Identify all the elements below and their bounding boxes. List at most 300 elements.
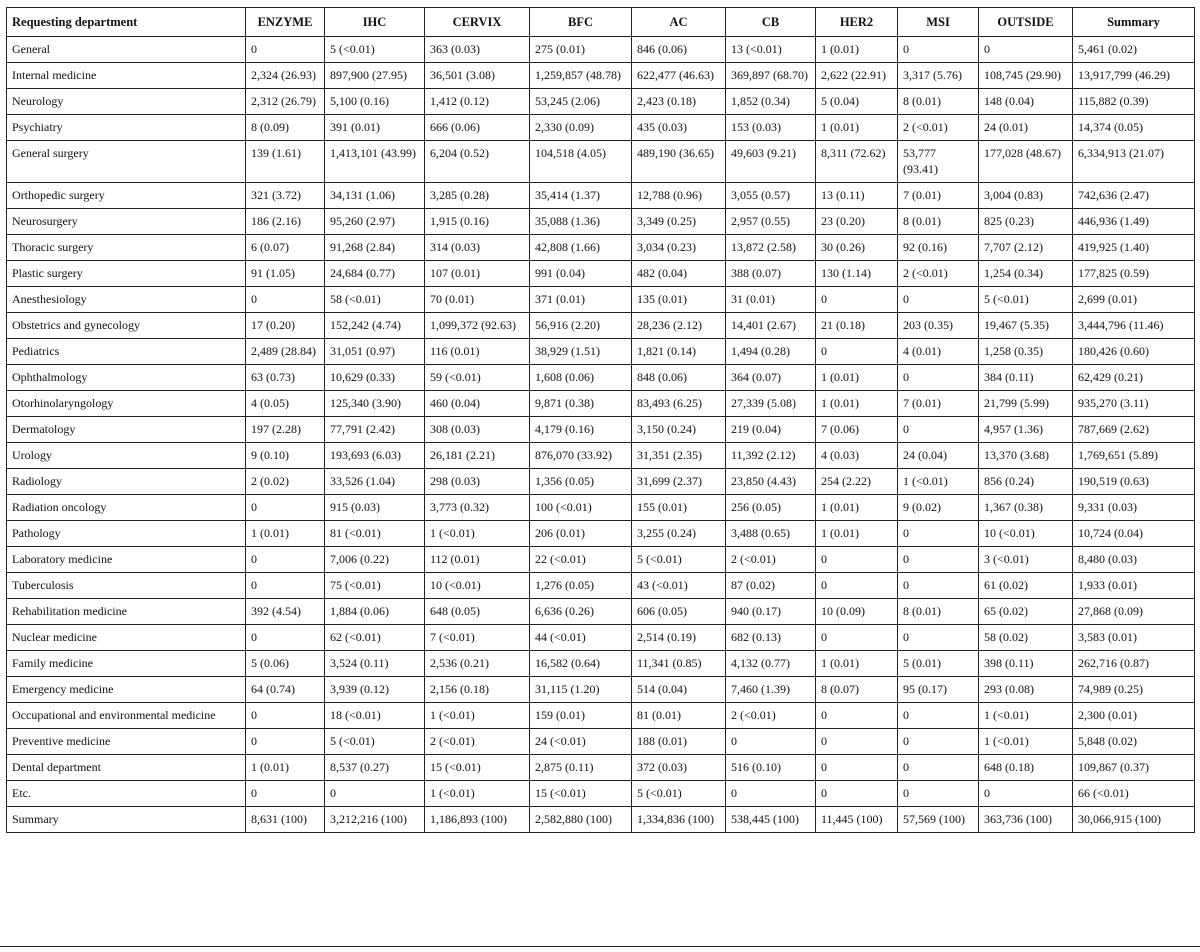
table-cell: 28,236 (2.12)	[632, 313, 726, 339]
table-cell: 3,255 (0.24)	[632, 521, 726, 547]
table-cell: 0	[898, 729, 979, 755]
table-cell: 856 (0.24)	[979, 469, 1073, 495]
table-row	[7, 573, 1195, 599]
table-cell: 384 (0.11)	[979, 365, 1073, 391]
table-cell: 11,392 (2.12)	[726, 443, 816, 469]
table-cell: 2 (<0.01)	[898, 261, 979, 287]
table-cell: 3,055 (0.57)	[726, 183, 816, 209]
table-cell: 0	[246, 573, 325, 599]
table-row	[7, 37, 1195, 63]
table-cell: 606 (0.05)	[632, 599, 726, 625]
table-cell: 5,100 (0.16)	[325, 89, 425, 115]
table-cell: 12,788 (0.96)	[632, 183, 726, 209]
table-cell: 2 (<0.01)	[898, 115, 979, 141]
table-cell: 435 (0.03)	[632, 115, 726, 141]
table-cell: 516 (0.10)	[726, 755, 816, 781]
table-cell: 1,852 (0.34)	[726, 89, 816, 115]
table-cell: 7 (<0.01)	[425, 625, 530, 651]
table-cell: 19,467 (5.35)	[979, 313, 1073, 339]
column-header: Summary	[1073, 8, 1195, 37]
table-cell: 3,939 (0.12)	[325, 677, 425, 703]
table-cell: 155 (0.01)	[632, 495, 726, 521]
table-cell: 190,519 (0.63)	[1073, 469, 1195, 495]
department-cell: Urology	[7, 443, 246, 469]
table-cell: 1 (<0.01)	[979, 729, 1073, 755]
table-cell: 482 (0.04)	[632, 261, 726, 287]
header-row	[7, 8, 1195, 37]
table-row	[7, 261, 1195, 287]
table-cell: 2,622 (22.91)	[816, 63, 898, 89]
table-cell: 11,445 (100)	[816, 807, 898, 833]
table-cell: 33,526 (1.04)	[325, 469, 425, 495]
table-row	[7, 651, 1195, 677]
table-cell: 1 (0.01)	[816, 391, 898, 417]
table-row	[7, 495, 1195, 521]
table-cell: 2,423 (0.18)	[632, 89, 726, 115]
table-cell: 4,179 (0.16)	[530, 417, 632, 443]
table-cell: 846 (0.06)	[632, 37, 726, 63]
table-cell: 30,066,915 (100)	[1073, 807, 1195, 833]
table-cell: 1 (<0.01)	[425, 703, 530, 729]
table-cell: 58 (<0.01)	[325, 287, 425, 313]
table-row	[7, 63, 1195, 89]
table-row	[7, 365, 1195, 391]
table-cell: 1,356 (0.05)	[530, 469, 632, 495]
table-cell: 363,736 (100)	[979, 807, 1073, 833]
table-cell: 2,330 (0.09)	[530, 115, 632, 141]
table-cell: 6 (0.07)	[246, 235, 325, 261]
table-cell: 2,536 (0.21)	[425, 651, 530, 677]
table-row	[7, 677, 1195, 703]
table-cell: 0	[816, 625, 898, 651]
table-cell: 1,884 (0.06)	[325, 599, 425, 625]
table-cell: 107 (0.01)	[425, 261, 530, 287]
table-cell: 1 (<0.01)	[425, 781, 530, 807]
table-cell: 1 (0.01)	[816, 365, 898, 391]
department-cell: Psychiatry	[7, 115, 246, 141]
table-row	[7, 339, 1195, 365]
department-cell: Radiology	[7, 469, 246, 495]
table-cell: 24 (0.04)	[898, 443, 979, 469]
table-cell: 152,242 (4.74)	[325, 313, 425, 339]
table-cell: 177,825 (0.59)	[1073, 261, 1195, 287]
table-cell: 4 (0.03)	[816, 443, 898, 469]
table-row	[7, 89, 1195, 115]
table-row	[7, 417, 1195, 443]
table-cell: 1 (0.01)	[816, 521, 898, 547]
department-cell: Occupational and environmental medicine	[7, 703, 246, 729]
table-cell: 8,480 (0.03)	[1073, 547, 1195, 573]
table-cell: 5 (0.06)	[246, 651, 325, 677]
table-cell: 65 (0.02)	[979, 599, 1073, 625]
table-cell: 7,460 (1.39)	[726, 677, 816, 703]
table-row	[7, 287, 1195, 313]
table-body	[7, 37, 1195, 833]
table-cell: 1,933 (0.01)	[1073, 573, 1195, 599]
table-cell: 648 (0.18)	[979, 755, 1073, 781]
table-cell: 5 (<0.01)	[632, 547, 726, 573]
table-cell: 100 (<0.01)	[530, 495, 632, 521]
table-cell: 30 (0.26)	[816, 235, 898, 261]
table-cell: 4 (0.01)	[898, 339, 979, 365]
table-cell: 62,429 (0.21)	[1073, 365, 1195, 391]
table-cell: 6,334,913 (21.07)	[1073, 141, 1195, 183]
table-cell: 35,088 (1.36)	[530, 209, 632, 235]
table-cell: 460 (0.04)	[425, 391, 530, 417]
table-cell: 139 (1.61)	[246, 141, 325, 183]
table-cell: 3,034 (0.23)	[632, 235, 726, 261]
table-cell: 62 (<0.01)	[325, 625, 425, 651]
table-cell: 8 (0.09)	[246, 115, 325, 141]
table-cell: 13 (<0.01)	[726, 37, 816, 63]
table-row	[7, 599, 1195, 625]
table-cell: 0	[246, 625, 325, 651]
department-cell: Dermatology	[7, 417, 246, 443]
table-cell: 31,051 (0.97)	[325, 339, 425, 365]
table-cell: 1,254 (0.34)	[979, 261, 1073, 287]
table-cell: 0	[246, 729, 325, 755]
table-cell: 6,204 (0.52)	[425, 141, 530, 183]
department-cell: Etc.	[7, 781, 246, 807]
table-cell: 92 (0.16)	[898, 235, 979, 261]
department-cell: Tuberculosis	[7, 573, 246, 599]
table-cell: 24,684 (0.77)	[325, 261, 425, 287]
table-cell: 0	[246, 495, 325, 521]
table-cell: 2 (0.02)	[246, 469, 325, 495]
table-cell: 0	[246, 703, 325, 729]
table-cell: 31,351 (2.35)	[632, 443, 726, 469]
table-cell: 0	[816, 703, 898, 729]
table-cell: 38,929 (1.51)	[530, 339, 632, 365]
table-cell: 1 (<0.01)	[425, 521, 530, 547]
table-cell: 10 (<0.01)	[425, 573, 530, 599]
table-cell: 321 (3.72)	[246, 183, 325, 209]
table-cell: 256 (0.05)	[726, 495, 816, 521]
table-cell: 372 (0.03)	[632, 755, 726, 781]
table-cell: 1 (0.01)	[816, 37, 898, 63]
column-header: CB	[726, 8, 816, 37]
table-cell: 2,489 (28.84)	[246, 339, 325, 365]
table-cell: 666 (0.06)	[425, 115, 530, 141]
table-cell: 1,413,101 (43.99)	[325, 141, 425, 183]
department-cell: Thoracic surgery	[7, 235, 246, 261]
table-cell: 53,245 (2.06)	[530, 89, 632, 115]
table-cell: 0	[246, 547, 325, 573]
table-cell: 14,374 (0.05)	[1073, 115, 1195, 141]
table-cell: 254 (2.22)	[816, 469, 898, 495]
department-cell: Obstetrics and gynecology	[7, 313, 246, 339]
table-cell: 1,608 (0.06)	[530, 365, 632, 391]
table-row	[7, 755, 1195, 781]
table-cell: 13 (0.11)	[816, 183, 898, 209]
table-cell: 95,260 (2.97)	[325, 209, 425, 235]
table-cell: 83,493 (6.25)	[632, 391, 726, 417]
table-cell: 0	[979, 781, 1073, 807]
table-cell: 31,699 (2.37)	[632, 469, 726, 495]
table-cell: 24 (<0.01)	[530, 729, 632, 755]
table-cell: 0	[898, 365, 979, 391]
table-cell: 392 (4.54)	[246, 599, 325, 625]
table-cell: 3,004 (0.83)	[979, 183, 1073, 209]
table-cell: 23,850 (4.43)	[726, 469, 816, 495]
table-cell: 1 (0.01)	[816, 115, 898, 141]
table-cell: 1,821 (0.14)	[632, 339, 726, 365]
table-cell: 2 (<0.01)	[726, 547, 816, 573]
department-cell: Orthopedic surgery	[7, 183, 246, 209]
table-cell: 1,769,651 (5.89)	[1073, 443, 1195, 469]
table-cell: 293 (0.08)	[979, 677, 1073, 703]
table-cell: 66 (<0.01)	[1073, 781, 1195, 807]
table-cell: 0	[898, 755, 979, 781]
table-cell: 0	[898, 547, 979, 573]
table-cell: 0	[898, 703, 979, 729]
table-row	[7, 391, 1195, 417]
table-cell: 53,777 (93.41)	[898, 141, 979, 183]
table-cell: 1 (0.01)	[816, 651, 898, 677]
table-cell: 391 (0.01)	[325, 115, 425, 141]
table-cell: 1,412 (0.12)	[425, 89, 530, 115]
table-cell: 0	[816, 573, 898, 599]
table-cell: 742,636 (2.47)	[1073, 183, 1195, 209]
table-cell: 18 (<0.01)	[325, 703, 425, 729]
department-cell: Rehabilitation medicine	[7, 599, 246, 625]
department-cell: Radiation oncology	[7, 495, 246, 521]
table-cell: 3,212,216 (100)	[325, 807, 425, 833]
table-cell: 3,285 (0.28)	[425, 183, 530, 209]
table-cell: 108,745 (29.90)	[979, 63, 1073, 89]
table-cell: 135 (0.01)	[632, 287, 726, 313]
table-cell: 8,311 (72.62)	[816, 141, 898, 183]
table-cell: 1 (0.01)	[246, 755, 325, 781]
table-cell: 5 (0.04)	[816, 89, 898, 115]
table-cell: 31,115 (1.20)	[530, 677, 632, 703]
table-cell: 8 (0.07)	[816, 677, 898, 703]
table-cell: 0	[816, 781, 898, 807]
table-cell: 59 (<0.01)	[425, 365, 530, 391]
table-cell: 3 (<0.01)	[979, 547, 1073, 573]
table-cell: 0	[816, 729, 898, 755]
table-cell: 9 (0.02)	[898, 495, 979, 521]
table-cell: 153 (0.03)	[726, 115, 816, 141]
table-cell: 7,006 (0.22)	[325, 547, 425, 573]
table-cell: 8 (0.01)	[898, 599, 979, 625]
column-header: Requesting department	[7, 8, 246, 37]
table-cell: 4,957 (1.36)	[979, 417, 1073, 443]
table-cell: 1,099,372 (92.63)	[425, 313, 530, 339]
table-cell: 116 (0.01)	[425, 339, 530, 365]
table-cell: 0	[898, 521, 979, 547]
table-cell: 275 (0.01)	[530, 37, 632, 63]
department-cell: Summary	[7, 807, 246, 833]
table-cell: 70 (0.01)	[425, 287, 530, 313]
table-cell: 0	[898, 781, 979, 807]
table-cell: 13,370 (3.68)	[979, 443, 1073, 469]
table-cell: 44 (<0.01)	[530, 625, 632, 651]
table-row	[7, 469, 1195, 495]
table-cell: 2 (<0.01)	[726, 703, 816, 729]
table-cell: 34,131 (1.06)	[325, 183, 425, 209]
table-cell: 7 (0.01)	[898, 183, 979, 209]
table-cell: 61 (0.02)	[979, 573, 1073, 599]
table-cell: 1 (0.01)	[246, 521, 325, 547]
table-cell: 104,518 (4.05)	[530, 141, 632, 183]
table-cell: 314 (0.03)	[425, 235, 530, 261]
table-cell: 36,501 (3.08)	[425, 63, 530, 89]
table-cell: 2,156 (0.18)	[425, 677, 530, 703]
column-header: OUTSIDE	[979, 8, 1073, 37]
table-cell: 3,583 (0.01)	[1073, 625, 1195, 651]
table-cell: 13,872 (2.58)	[726, 235, 816, 261]
table-cell: 49,603 (9.21)	[726, 141, 816, 183]
table-cell: 91,268 (2.84)	[325, 235, 425, 261]
table-cell: 682 (0.13)	[726, 625, 816, 651]
table-cell: 115,882 (0.39)	[1073, 89, 1195, 115]
table-cell: 14,401 (2.67)	[726, 313, 816, 339]
table-cell: 0	[726, 729, 816, 755]
table-cell: 787,669 (2.62)	[1073, 417, 1195, 443]
department-cell: General surgery	[7, 141, 246, 183]
table-cell: 915 (0.03)	[325, 495, 425, 521]
table-cell: 206 (0.01)	[530, 521, 632, 547]
table-cell: 27,868 (0.09)	[1073, 599, 1195, 625]
table-cell: 6,636 (0.26)	[530, 599, 632, 625]
department-cell: Plastic surgery	[7, 261, 246, 287]
table-cell: 197 (2.28)	[246, 417, 325, 443]
column-header: ENZYME	[246, 8, 325, 37]
table-cell: 13,917,799 (46.29)	[1073, 63, 1195, 89]
table-row	[7, 235, 1195, 261]
table-cell: 897,900 (27.95)	[325, 63, 425, 89]
table-cell: 398 (0.11)	[979, 651, 1073, 677]
department-cell: Neurology	[7, 89, 246, 115]
table-row	[7, 521, 1195, 547]
table-cell: 5,848 (0.02)	[1073, 729, 1195, 755]
table-cell: 22 (<0.01)	[530, 547, 632, 573]
column-header: AC	[632, 8, 726, 37]
table-cell: 125,340 (3.90)	[325, 391, 425, 417]
department-cell: Anesthesiology	[7, 287, 246, 313]
department-cell: Pediatrics	[7, 339, 246, 365]
department-requests-table	[6, 7, 1195, 833]
table-cell: 24 (0.01)	[979, 115, 1073, 141]
table-cell: 1 (<0.01)	[898, 469, 979, 495]
table-cell: 5 (0.01)	[898, 651, 979, 677]
table-cell: 8,537 (0.27)	[325, 755, 425, 781]
department-cell: Emergency medicine	[7, 677, 246, 703]
table-cell: 31 (0.01)	[726, 287, 816, 313]
table-cell: 940 (0.17)	[726, 599, 816, 625]
table-cell: 876,070 (33.92)	[530, 443, 632, 469]
table-cell: 4 (0.05)	[246, 391, 325, 417]
table-cell: 11,341 (0.85)	[632, 651, 726, 677]
table-cell: 77,791 (2.42)	[325, 417, 425, 443]
table-cell: 538,445 (100)	[726, 807, 816, 833]
table-cell: 489,190 (36.65)	[632, 141, 726, 183]
table-row	[7, 625, 1195, 651]
department-cell: Neurosurgery	[7, 209, 246, 235]
table-cell: 16,582 (0.64)	[530, 651, 632, 677]
department-cell: Pathology	[7, 521, 246, 547]
table-cell: 3,349 (0.25)	[632, 209, 726, 235]
table-cell: 3,317 (5.76)	[898, 63, 979, 89]
column-header: MSI	[898, 8, 979, 37]
table-cell: 0	[979, 37, 1073, 63]
table-cell: 1,334,836 (100)	[632, 807, 726, 833]
table-cell: 363 (0.03)	[425, 37, 530, 63]
table-cell: 3,488 (0.65)	[726, 521, 816, 547]
table-cell: 42,808 (1.66)	[530, 235, 632, 261]
table-cell: 1,915 (0.16)	[425, 209, 530, 235]
table-cell: 193,693 (6.03)	[325, 443, 425, 469]
department-cell: Nuclear medicine	[7, 625, 246, 651]
table-row	[7, 443, 1195, 469]
table-cell: 180,426 (0.60)	[1073, 339, 1195, 365]
table-cell: 514 (0.04)	[632, 677, 726, 703]
table-cell: 1 (<0.01)	[979, 703, 1073, 729]
table-cell: 23 (0.20)	[816, 209, 898, 235]
table-cell: 188 (0.01)	[632, 729, 726, 755]
table-cell: 364 (0.07)	[726, 365, 816, 391]
table-cell: 648 (0.05)	[425, 599, 530, 625]
table-row	[7, 703, 1195, 729]
table-cell: 1,276 (0.05)	[530, 573, 632, 599]
table-cell: 0	[246, 781, 325, 807]
table-cell: 446,936 (1.49)	[1073, 209, 1195, 235]
table-cell: 5 (<0.01)	[325, 37, 425, 63]
table-cell: 2,324 (26.93)	[246, 63, 325, 89]
table-cell: 64 (0.74)	[246, 677, 325, 703]
table-cell: 1,494 (0.28)	[726, 339, 816, 365]
table-cell: 26,181 (2.21)	[425, 443, 530, 469]
table-cell: 935,270 (3.11)	[1073, 391, 1195, 417]
table-cell: 3,150 (0.24)	[632, 417, 726, 443]
table-cell: 2,699 (0.01)	[1073, 287, 1195, 313]
table-cell: 15 (<0.01)	[425, 755, 530, 781]
table-cell: 9 (0.10)	[246, 443, 325, 469]
table-cell: 308 (0.03)	[425, 417, 530, 443]
department-cell: Preventive medicine	[7, 729, 246, 755]
table-cell: 2,582,880 (100)	[530, 807, 632, 833]
column-header: HER2	[816, 8, 898, 37]
table-cell: 419,925 (1.40)	[1073, 235, 1195, 261]
table-cell: 7,707 (2.12)	[979, 235, 1073, 261]
table-cell: 10,629 (0.33)	[325, 365, 425, 391]
table-cell: 0	[898, 287, 979, 313]
table-cell: 8 (0.01)	[898, 209, 979, 235]
table-cell: 58 (0.02)	[979, 625, 1073, 651]
department-cell: Family medicine	[7, 651, 246, 677]
table-cell: 0	[726, 781, 816, 807]
table-cell: 21,799 (5.99)	[979, 391, 1073, 417]
table-cell: 0	[816, 287, 898, 313]
table-cell: 0	[816, 547, 898, 573]
table-cell: 5 (<0.01)	[979, 287, 1073, 313]
table-cell: 622,477 (46.63)	[632, 63, 726, 89]
table-cell: 7 (0.01)	[898, 391, 979, 417]
table-cell: 219 (0.04)	[726, 417, 816, 443]
table-cell: 1 (0.01)	[816, 495, 898, 521]
table-cell: 81 (<0.01)	[325, 521, 425, 547]
table-cell: 17 (0.20)	[246, 313, 325, 339]
table-cell: 35,414 (1.37)	[530, 183, 632, 209]
table-cell: 0	[898, 417, 979, 443]
table-cell: 0	[816, 755, 898, 781]
table-cell: 109,867 (0.37)	[1073, 755, 1195, 781]
table-cell: 0	[816, 339, 898, 365]
department-cell: Dental department	[7, 755, 246, 781]
department-cell: Otorhinolaryngology	[7, 391, 246, 417]
table-cell: 1,186,893 (100)	[425, 807, 530, 833]
